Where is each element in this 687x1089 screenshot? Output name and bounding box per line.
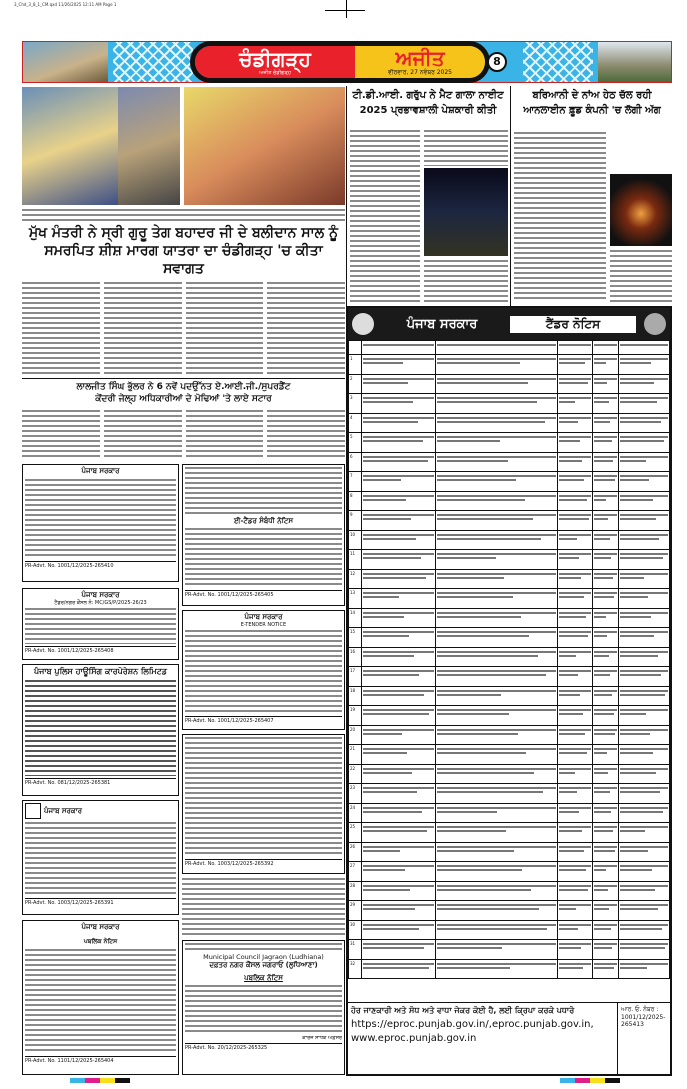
row-number: 16 — [349, 647, 362, 667]
tender-cell — [618, 452, 669, 472]
tender-cell — [592, 667, 618, 687]
masthead-photo-lake — [23, 42, 108, 82]
tender-cell — [592, 901, 618, 921]
authority-logo-icon — [25, 803, 41, 819]
tender-cell — [618, 667, 669, 687]
tender-row — [349, 667, 670, 687]
row-number: 26 — [349, 842, 362, 862]
tender-row — [349, 569, 670, 589]
tender-footer — [348, 1002, 670, 1074]
masthead-paper-name: ਅਜੀਤ — [395, 46, 445, 70]
divider — [22, 378, 345, 379]
masthead-city: ਚੰਡੀਗੜ੍ਹ — [239, 47, 311, 71]
tender-cell — [592, 589, 618, 609]
row-number: 13 — [349, 589, 362, 609]
article-body — [350, 130, 420, 302]
tender-cell — [557, 901, 592, 921]
tender-cell — [435, 491, 557, 511]
tender-cell — [592, 784, 618, 804]
tender-cell — [592, 628, 618, 648]
tender-row — [349, 413, 670, 433]
tender-cell — [618, 784, 669, 804]
tender-cell — [557, 686, 592, 706]
tender-row — [349, 959, 670, 979]
tender-row — [349, 784, 670, 804]
crop-mark — [346, 0, 347, 18]
tender-cell — [435, 355, 557, 375]
headline-tdi-met-gala: ਟੀ.ਡੀ.ਆਈ. ਗਰੁੱਪ ਨੇ ਮੈਟ ਗਾਲਾ ਨਾਈਟ 2025 ਪ੍ਰਭਾਵਸ਼ਾਲੀ ਪੇਸ਼ਕਾਰੀ ਕੀਤੀ — [352, 90, 504, 116]
row-number: 9 — [349, 511, 362, 531]
tender-cell — [435, 550, 557, 570]
tender-table — [348, 340, 670, 979]
tender-cell — [592, 530, 618, 550]
masthead-pattern — [113, 42, 193, 82]
tender-cell — [592, 433, 618, 453]
tender-row — [349, 803, 670, 823]
tender-cell — [557, 511, 592, 531]
row-number: 31 — [349, 940, 362, 960]
tender-cell — [435, 394, 557, 414]
masthead-pattern — [523, 42, 593, 82]
tender-cell — [361, 901, 435, 921]
tender-cell — [361, 706, 435, 726]
seal-icon — [644, 313, 666, 335]
tender-cell — [435, 784, 557, 804]
tender-cell — [557, 823, 592, 843]
tender-cell — [592, 803, 618, 823]
tender-cell — [592, 745, 618, 765]
tender-cell — [557, 803, 592, 823]
tender-cell — [592, 511, 618, 531]
tender-cell — [557, 550, 592, 570]
tender-cell — [435, 452, 557, 472]
tender-cell — [592, 472, 618, 492]
tender-cell — [557, 589, 592, 609]
tender-title: ਟੈਂਡਰ ਨੋਟਿਸ — [510, 316, 636, 333]
ad-table-continued — [182, 878, 345, 936]
ad-police-housing-corp: ਪੰਜਾਬ ਪੁਲਿਸ ਹਾਊਸਿੰਗ ਕਾਰਪੋਰੇਸ਼ਨ ਲਿਮਿਟਡ PR-Advt. No. 081/12/2025-265381 — [22, 664, 179, 796]
tender-cell — [592, 355, 618, 375]
row-number: 5 — [349, 433, 362, 453]
tender-cell — [557, 706, 592, 726]
tender-cell — [361, 628, 435, 648]
tender-cell — [618, 433, 669, 453]
tender-cell — [592, 959, 618, 979]
tender-cell — [592, 920, 618, 940]
tender-cell — [592, 764, 618, 784]
tender-cell — [592, 862, 618, 882]
col-header — [592, 341, 618, 355]
tender-cell — [435, 881, 557, 901]
tender-cell — [435, 589, 557, 609]
tender-row — [349, 374, 670, 394]
tender-cell — [592, 686, 618, 706]
row-number: 23 — [349, 784, 362, 804]
tender-cell — [618, 823, 669, 843]
tender-header — [348, 308, 670, 340]
tender-row — [349, 745, 670, 765]
tender-row — [349, 394, 670, 414]
row-number: 14 — [349, 608, 362, 628]
tender-row — [349, 901, 670, 921]
ad-development-authority: ਪੰਜਾਬ ਸਰਕਾਰ PR-Advt. No. 1003/12/2025-265391 — [22, 800, 179, 915]
col-header — [557, 341, 592, 355]
tender-cell — [361, 725, 435, 745]
article-body — [424, 260, 508, 302]
row-number: 10 — [349, 530, 362, 550]
tender-cell — [435, 706, 557, 726]
tender-row — [349, 589, 670, 609]
row-number: 20 — [349, 725, 362, 745]
tender-row — [349, 530, 670, 550]
tender-cell — [618, 589, 669, 609]
tender-cell — [618, 491, 669, 511]
row-number: 3 — [349, 394, 362, 414]
print-slug: 3_Chd_3_8_1_CM.qxd 11/26/2025 12:11 AM Page 1 — [14, 2, 117, 7]
tender-cell — [435, 803, 557, 823]
article-body — [424, 130, 508, 166]
tender-cell — [557, 725, 592, 745]
col-header — [618, 341, 669, 355]
tender-cell — [557, 764, 592, 784]
row-number: 27 — [349, 862, 362, 882]
ro-number: 1001/12/2025-265413 — [621, 1014, 666, 1028]
tender-cell — [361, 433, 435, 453]
tender-cell — [557, 472, 592, 492]
ad-public-notice: ਪੰਜਾਬ ਸਰਕਾਰ ਪਬਲਿਕ ਨੋਟਿਸ PR-Advt. No. 1101/12/2025-265404 — [22, 920, 179, 1075]
row-number: 11 — [349, 550, 362, 570]
tender-row — [349, 823, 670, 843]
tender-cell — [557, 491, 592, 511]
tender-cell — [592, 413, 618, 433]
tender-cell — [557, 452, 592, 472]
tender-cell — [361, 881, 435, 901]
tender-cell — [361, 803, 435, 823]
tender-row — [349, 472, 670, 492]
tender-cell — [618, 706, 669, 726]
row-number: 1 — [349, 355, 362, 375]
tender-cell — [435, 628, 557, 648]
tender-cell — [361, 920, 435, 940]
row-number: 12 — [349, 569, 362, 589]
tender-cell — [592, 842, 618, 862]
tender-row — [349, 940, 670, 960]
tender-cell — [361, 940, 435, 960]
tender-cell — [592, 452, 618, 472]
article-body — [22, 410, 345, 460]
tender-row — [349, 433, 670, 453]
row-number: 25 — [349, 823, 362, 843]
tender-cell — [618, 920, 669, 940]
tender-cell — [557, 374, 592, 394]
page-number: 8 — [487, 52, 507, 72]
row-number: 8 — [349, 491, 362, 511]
photo-caption — [22, 209, 345, 221]
news-photo-ceremony — [22, 87, 118, 205]
tender-cell — [592, 374, 618, 394]
ad-municipal-council-jagraon: Municipal Council Jagraon (Ludhiana) ਦਫ਼ਤਰ ਨਗਰ ਕੌਂਸਲ ਜਗਰਾਓਂ (ਲੁਧਿਆਣਾ) ਪਬਲਿਕ ਨੋਟਿਸ ਕਾਰਜ ਸਾਧਕ ਅਫ਼ਸਰ PR-Advt. No. 20/12/2025-265325 — [182, 940, 345, 1075]
tender-cell — [361, 394, 435, 414]
tender-cell — [435, 940, 557, 960]
tender-cell — [361, 823, 435, 843]
tender-cell — [435, 959, 557, 979]
masthead-logo — [190, 41, 490, 83]
tender-row — [349, 608, 670, 628]
tender-cell — [618, 881, 669, 901]
tender-cell — [435, 823, 557, 843]
tender-cell — [435, 862, 557, 882]
tender-cell — [592, 881, 618, 901]
tender-row — [349, 452, 670, 472]
row-number: 2 — [349, 374, 362, 394]
tender-cell — [435, 686, 557, 706]
article-body — [610, 250, 672, 302]
headline-cm-sheesh-marg: ਮੁੱਖ ਮੰਤਰੀ ਨੇ ਸ੍ਰੀ ਗੁਰੂ ਤੇਗ ਬਹਾਦਰ ਜੀ ਦੇ ਬਲੀਦਾਨ ਸਾਲ ਨੂੰ ਸਮਰਪਿਤ ਸ਼ੀਸ਼ ਮਾਰਗ ਯਾਤਰਾ ਦਾ ਚੰਡੀਗੜ੍ਹ 'ਚ ਕੀਤਾ ਸਵਾਗਤ — [22, 224, 345, 278]
tender-cell — [618, 686, 669, 706]
tender-cell — [618, 355, 669, 375]
tender-cell — [557, 413, 592, 433]
tender-cell — [557, 667, 592, 687]
tender-cell — [557, 881, 592, 901]
tender-cell — [435, 511, 557, 531]
tender-cell — [435, 374, 557, 394]
tender-cell — [361, 784, 435, 804]
col-header — [435, 341, 557, 355]
tender-cell — [435, 472, 557, 492]
tender-cell — [361, 530, 435, 550]
tender-cell — [618, 530, 669, 550]
news-photo-officials — [118, 87, 180, 205]
masthead-subtitle: ਅਜੀਤ ਚੰਡੀਗੜ੍ਹ — [259, 70, 291, 76]
tender-cell — [435, 569, 557, 589]
tender-cell — [618, 472, 669, 492]
row-number: 7 — [349, 472, 362, 492]
headline-bhullar-stars: ਲਾਲਜੀਤ ਸਿੰਘ ਭੁੱਲਰ ਨੇ 6 ਨਵੇਂ ਪਦਉੱਨਤ ਏ.ਆਈ.ਜੀ./ਸੁਪਰਡੈਂਟ ਕੇਂਦਰੀ ਜੇਲ੍ਹ ਅਧਿਕਾਰੀਆਂ ਦੇ ਮੋਢਿਆਂ 'ਤੇ ਲਾਏ ਸਟਾਰ — [76, 382, 291, 404]
tender-cell — [618, 628, 669, 648]
tender-cell — [361, 355, 435, 375]
tender-cell — [361, 647, 435, 667]
tender-cell — [361, 374, 435, 394]
tender-notice — [346, 306, 672, 1076]
tender-cell — [592, 823, 618, 843]
tender-cell — [361, 667, 435, 687]
tender-cell — [557, 569, 592, 589]
tender-row — [349, 706, 670, 726]
tender-cell — [557, 745, 592, 765]
tender-cell — [435, 920, 557, 940]
tender-cell — [592, 394, 618, 414]
tender-cell — [618, 550, 669, 570]
tender-cell — [435, 842, 557, 862]
article-body — [22, 282, 345, 376]
story-cm-sheesh-marg — [22, 224, 345, 376]
color-registration-bar — [70, 1078, 130, 1083]
tender-row — [349, 920, 670, 940]
color-registration-bar — [560, 1078, 620, 1083]
tender-cell — [557, 628, 592, 648]
tender-cell — [592, 569, 618, 589]
tender-cell — [618, 901, 669, 921]
tender-cell — [618, 862, 669, 882]
tender-cell — [618, 803, 669, 823]
row-number: 21 — [349, 745, 362, 765]
tender-cell — [618, 647, 669, 667]
tender-cell — [618, 511, 669, 531]
masthead-date: ਵੀਰਵਾਰ, 27 ਨਵੰਬਰ 2025 — [388, 69, 452, 76]
tender-cell — [618, 940, 669, 960]
tender-cell — [557, 784, 592, 804]
tender-row — [349, 647, 670, 667]
tender-cell — [361, 569, 435, 589]
row-number: 30 — [349, 920, 362, 940]
tender-row — [349, 862, 670, 882]
tender-cell — [361, 511, 435, 531]
tender-cell — [361, 608, 435, 628]
tender-cell — [361, 413, 435, 433]
tender-cell — [361, 550, 435, 570]
tender-row — [349, 628, 670, 648]
tender-cell — [557, 433, 592, 453]
eproc-link[interactable]: https://eproc.punjab.gov.in/,eproc.punjab.gov.in, — [351, 1019, 594, 1030]
tender-cell — [618, 725, 669, 745]
row-number: 4 — [349, 413, 362, 433]
punjab-emblem-icon — [352, 313, 374, 335]
tender-row — [349, 764, 670, 784]
tender-cell — [435, 725, 557, 745]
tender-cell — [618, 608, 669, 628]
row-number: 19 — [349, 706, 362, 726]
row-number: 15 — [349, 628, 362, 648]
tender-cell — [361, 686, 435, 706]
tender-cell — [435, 433, 557, 453]
tender-cell — [435, 608, 557, 628]
news-photo-palki — [184, 87, 345, 205]
tender-cell — [618, 959, 669, 979]
tender-cell — [435, 647, 557, 667]
tender-cell — [592, 940, 618, 960]
tender-cell — [361, 491, 435, 511]
ad-e-tender-notice: ਈ-ਟੈਂਡਰ ਸੰਬੰਧੀ ਨੋਟਿਸ PR-Advt. No. 1001/12/2025-265405 — [182, 464, 345, 606]
ad-e-tender-table: ਪੰਜਾਬ ਸਰਕਾਰ E-TENDER NOTICE PR-Advt. No. 1001/12/2025-265407 — [182, 610, 345, 730]
tender-row — [349, 550, 670, 570]
crop-mark — [325, 10, 365, 11]
tender-cell — [557, 647, 592, 667]
tender-cell — [361, 764, 435, 784]
tender-cell — [592, 491, 618, 511]
tender-cell — [435, 764, 557, 784]
tender-cell — [592, 706, 618, 726]
tender-cell — [361, 842, 435, 862]
tender-row — [349, 355, 670, 375]
news-photo-tdi-speaker — [424, 168, 508, 256]
divider — [510, 86, 511, 306]
tender-cell — [361, 589, 435, 609]
tender-cell — [557, 862, 592, 882]
tender-cell — [618, 413, 669, 433]
ad-nagar-council-tender: ਪੰਜਾਬ ਸਰਕਾਰ ਟੈਂਡਰ/ਨਗਰ ਕੌਂਸਲ ਨੰ: MC/GS/P/2025-26/23 PR-Advt. No. 1001/12/2025-265408 — [22, 588, 179, 660]
tender-row — [349, 725, 670, 745]
tender-cell — [557, 355, 592, 375]
ad-works-table: PR-Advt. No. 1003/12/2025-265392 — [182, 734, 345, 874]
row-number: 28 — [349, 881, 362, 901]
row-number: 22 — [349, 764, 362, 784]
divider — [346, 86, 347, 306]
tender-cell — [361, 745, 435, 765]
tender-cell — [557, 920, 592, 940]
tender-cell — [618, 394, 669, 414]
tender-cell — [361, 472, 435, 492]
tender-row — [349, 686, 670, 706]
col-header — [349, 341, 362, 355]
tender-cell — [618, 842, 669, 862]
tender-cell — [557, 959, 592, 979]
row-number: 6 — [349, 452, 362, 472]
tender-row — [349, 511, 670, 531]
headline-biryani-fire: ਬਰਿਆਨੀ ਦੇ ਨਾਂਅ ਹੇਠ ਚੱਲ ਰਹੀ ਆਨਲਾਈਨ ਫ਼ੂਡ ਕੰਪਨੀ 'ਚ ਲੱਗੀ ਅੱਗ — [523, 90, 661, 116]
row-number: 24 — [349, 803, 362, 823]
tender-cell — [361, 959, 435, 979]
tender-cell — [592, 608, 618, 628]
tender-cell — [361, 452, 435, 472]
tender-cell — [592, 725, 618, 745]
tender-cell — [435, 667, 557, 687]
tender-cell — [361, 862, 435, 882]
tender-org: ਪੰਜਾਬ ਸਰਕਾਰ — [406, 316, 478, 332]
tender-cell — [618, 374, 669, 394]
row-number: 17 — [349, 667, 362, 687]
tender-cell — [618, 569, 669, 589]
eproc-link[interactable]: www.eproc.punjab.gov.in — [351, 1033, 477, 1044]
tender-cell — [557, 608, 592, 628]
tender-cell — [435, 413, 557, 433]
tender-row — [349, 491, 670, 511]
tender-cell — [435, 745, 557, 765]
ro-label: ਆਰ. ਓ. ਨੰਬਰ : — [621, 1006, 659, 1013]
tender-cell — [618, 745, 669, 765]
col-header — [361, 341, 435, 355]
tender-cell — [435, 901, 557, 921]
news-photo-fire — [610, 174, 672, 246]
tender-cell — [557, 940, 592, 960]
tender-cell — [557, 530, 592, 550]
tender-row — [349, 842, 670, 862]
tender-row — [349, 881, 670, 901]
tender-cell — [592, 550, 618, 570]
tender-cell — [557, 842, 592, 862]
tender-cell — [618, 764, 669, 784]
tender-cell — [435, 530, 557, 550]
row-number: 32 — [349, 959, 362, 979]
row-number: 29 — [349, 901, 362, 921]
tender-cell — [557, 394, 592, 414]
row-number: 18 — [349, 686, 362, 706]
article-body — [514, 132, 606, 302]
tender-cell — [592, 647, 618, 667]
ad-punjab-sarkar-1: ਪੰਜਾਬ ਸਰਕਾਰ PR-Advt. No. 1001/12/2025-265410 — [22, 464, 179, 582]
masthead-photo-open-hand — [598, 42, 672, 82]
tender-footer-text: ਹੋਰ ਜਾਣਕਾਰੀ ਅਤੇ ਸੋਧ ਅਤੇ ਵਾਧਾ ਜੇਕਰ ਕੋਈ ਹੈ, ਲਈ ਕ੍ਰਿਪਾ ਕਰਕੇ ਪਧਾਰੋ — [351, 1006, 575, 1015]
